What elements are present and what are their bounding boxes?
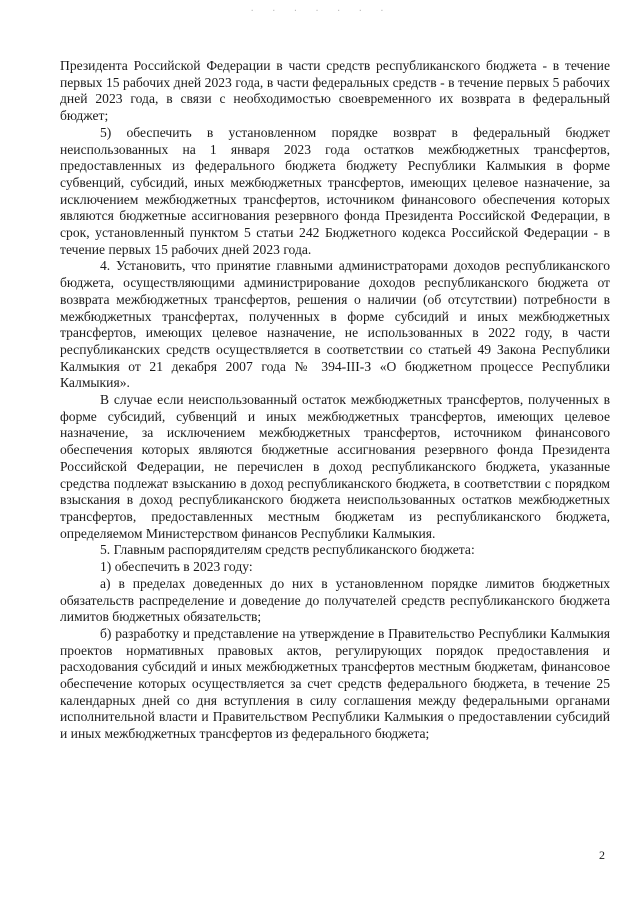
paragraph-section-5-item-1a: а) в пределах доведенных до них в установленном порядке лимитов бюджетных обязательств распределение и доведение до получателей средств республиканского бюджета лимитов бюджетных обязательств; xyxy=(60,575,610,625)
paragraph-section-4: 4. Установить, что принятие главными администраторами доходов республиканского бюджета, осуществляющими администрирование доходов республиканского бюджета от возврата межбюджетных трансфертов, решения о наличии (об отсутствии) потребности в межбюджетных трансфертах, полученных в форме субсидий и иных межбюджетных трансфертов, имеющих целевое назначение, не использованных в 2022 году, в части республиканских средств осуществляется в соответствии со статьей 49 Закона Республики Калмыкия от 21 декабря 2007 года № 394-III-З «О бюджетном процессе Республики Калмыкия». xyxy=(60,258,610,391)
paragraph-continuation: Президента Российской Федерации в части средств республиканского бюджета - в течение первых 15 рабочих дней 2023 года, в части федеральных средств - в течение первых 5 рабочих дней 2023 года, в связи с необходимостью своевременного их возврата в федеральный бюджет; xyxy=(60,58,610,124)
paragraph-section-4-case: В случае если неиспользованный остаток межбюджетных трансфертов, полученных в форме субсидий, субвенций и иных межбюджетных трансфертов, имеющих целевое назначение, за исключением межбюджетных трансфертов, источником финансового обеспечения которых являются бюджетные ассигнования резервного фонда Президента Российской Федерации, не перечислен в доход республиканского бюджета, указанные средства подлежат взысканию в доход республиканского бюджета, в соответствии с порядком взыскания в доход республиканского бюджета неиспользованных остатков межбюджетных трансфертов, предоставленных местным бюджетам из республиканского бюджета, определяемом Министерством финансов Республики Калмыкия. xyxy=(60,392,610,541)
document-body xyxy=(60,58,610,743)
paragraph-section-5: 5. Главным распорядителям средств республиканского бюджета: xyxy=(100,542,475,558)
scan-header-marks: · · · · · · · xyxy=(249,6,391,15)
page-number: 2 xyxy=(599,848,605,862)
paragraph-section-5-item-1: 1) обеспечить в 2023 году: xyxy=(100,559,253,575)
paragraph-item-5: 5) обеспечить в установленном порядке возврат в федеральный бюджет неиспользованных на 1 января 2023 года остатков межбюджетных трансфертов, предоставленных из федерального бюджета бюджету Республики Калмыкия в форме субвенций, субсидий, иных межбюджетных трансфертов, имеющих целевое назначение, за исключением межбюджетных трансфертов, источником финансового обеспечения которых являются бюджетные ассигнования резервного фонда Президента Российской Федерации, в срок, установленный пунктом 5 статьи 242 Бюджетного кодекса Российской Федерации - в течение первых 15 рабочих дней 2023 года. xyxy=(60,124,610,257)
paragraph-section-5-item-1b: б) разработку и представление на утверждение в Правительство Республики Калмыкия проектов нормативных правовых актов, регулирующих порядок предоставления и расходования субсидий и иных межбюджетных трансфертов местным бюджетам, финансовое обеспечение которых осуществляется за счет средств федерального бюджета, в течение 25 календарных дней со дня вступления в силу соглашения между федеральными органами исполнительной власти и Правительством Республики Калмыкия о предоставлении субсидий и иных межбюджетных трансфертов из федерального бюджета; xyxy=(60,625,610,742)
